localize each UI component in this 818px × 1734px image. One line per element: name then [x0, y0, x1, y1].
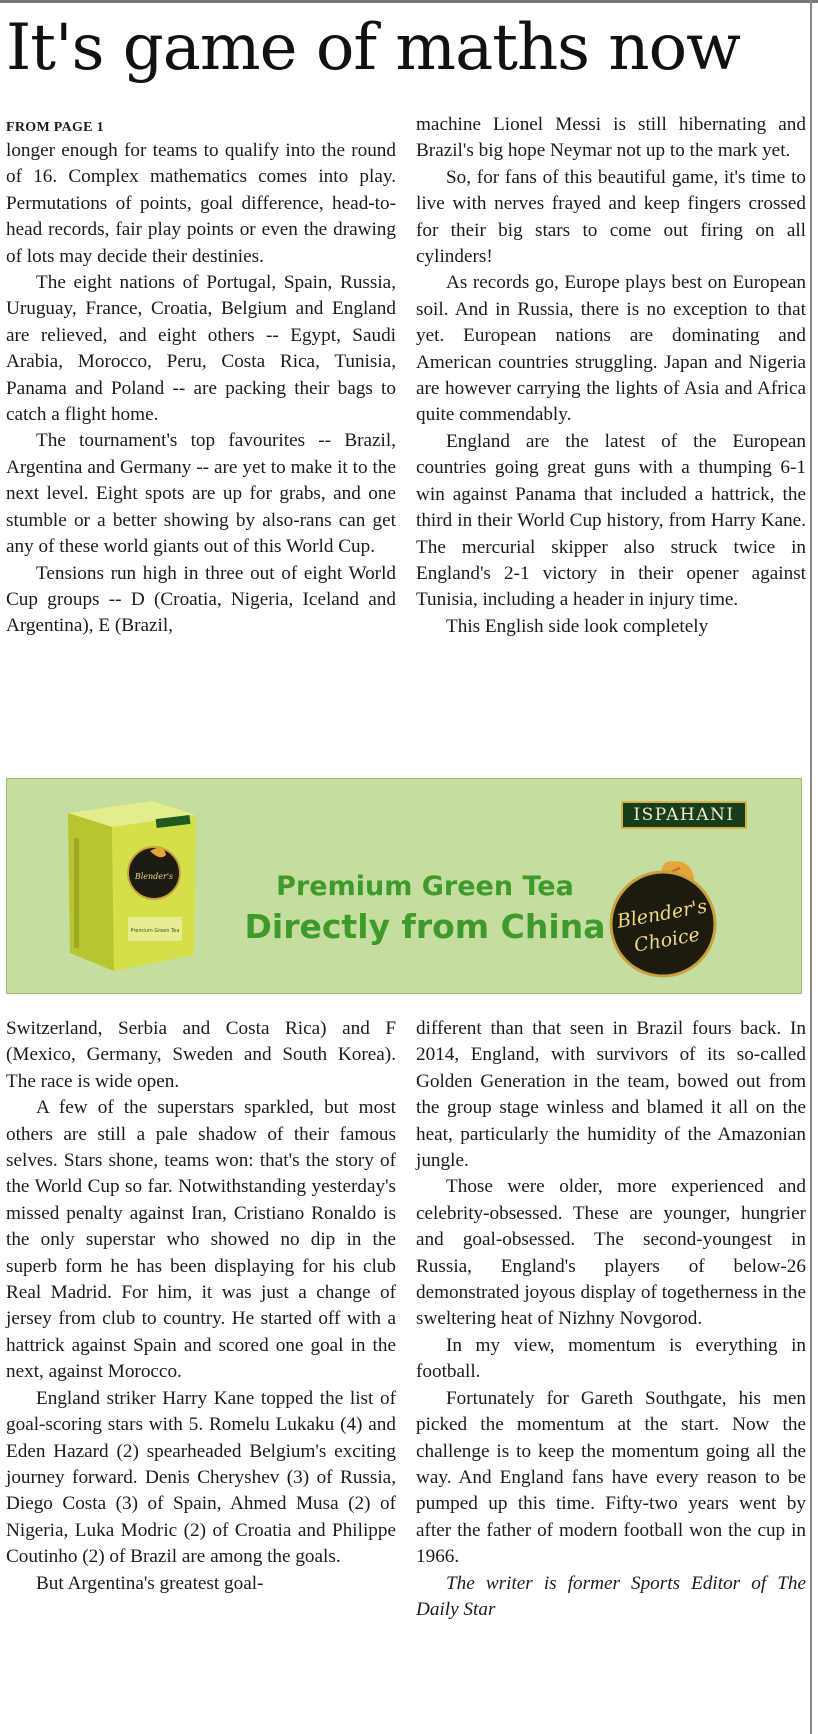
emblem-text-choice: Choice	[632, 923, 702, 957]
tea-box-image	[60, 795, 200, 973]
article-column-3	[6, 1016, 396, 1597]
paragraph: England are the latest of the European countries going great guns with a thumping 6-1 win against Panama that included a hattrick, the third in their World Cup history, from Harry Kane. The mercurial skipper also struck twice in England's 2-1 victory in their opener against Tunisia, including a header in injury time.	[416, 430, 806, 611]
tea-box-side-stripe	[74, 837, 79, 948]
blenders-choice-emblem	[608, 860, 718, 980]
author-byline: The writer is former Sports Editor of The Daily Star	[416, 1572, 806, 1620]
article-column-1	[6, 118, 396, 640]
ad-headline-line-2: Directly from China	[244, 907, 606, 946]
paragraph: longer enough for teams to qualify into the round of 16. Complex mathematics comes into play. Permutations of points, goal difference, head-to-head records, fair play points or even the drawing of lots may decide their destinies.	[6, 140, 396, 267]
paragraph: The tournament's top favourites -- Brazil, Argentina and Germany -- are yet to make it to the next level. Eight spots are up for grabs, and one stumble or a better showing by also-rans can get any of these world giants out of this World Cup.	[6, 430, 396, 558]
ispahani-brand-badge: ISPAHANI	[621, 801, 747, 829]
ad-headline-line-1: Premium Green Tea	[276, 871, 574, 902]
from-page-kicker: FROM PAGE 1	[6, 120, 104, 135]
paragraph: But Argentina's greatest goal-	[36, 1572, 264, 1594]
headline: It's game of maths now	[6, 11, 740, 85]
paragraph: Tensions run high in three out of eight World Cup groups -- D (Croatia, Nigeria, Iceland and Argentina), E (Brazil,	[6, 562, 396, 637]
paragraph: different than that seen in Brazil fours back. In 2014, England, with survivors of its so-called Golden Generation in the team, bowed out from the group stage winless and blamed it all on the heat, particularly the humidity of the Amazonian jungle.	[416, 1018, 806, 1172]
paragraph: As records go, Europe plays best on European soil. And in Russia, there is no exception to that yet. European nations are dominating and American countries struggling. Japan and Nigeria are however carrying the lights of Asia and Africa quite commendably.	[416, 272, 806, 426]
paragraph: machine Lionel Messi is still hibernating and Brazil's big hope Neymar not up to the mark yet.	[416, 114, 806, 162]
paragraph: So, for fans of this beautiful game, it's time to live with nerves frayed and keep fingers crossed for their big stars to come out firing on all cylinders!	[416, 166, 806, 268]
paragraph: Fortunately for Gareth Southgate, his men picked the momentum at the start. Now the challenge is to keep the momentum going all the way. And England fans have every reason to be pumped up this time. Fifty-two years went by after the father of modern football won the cup in 1966.	[416, 1387, 806, 1568]
article-column-4	[416, 1016, 806, 1623]
paragraph: In my view, momentum is everything in football.	[416, 1334, 806, 1383]
paragraph: England striker Harry Kane topped the list of goal-scoring stars with 5. Romelu Lukaku (4) and Eden Hazard (2) spearheaded Belgium's exciting journey forward. Denis Cheryshev (3) of Russia, Diego Costa (3) of Spain, Ahmed Musa (2) of Nigeria, Luka Modric (2) of Croatia and Philippe Coutinho (2) of Brazil are among the goals.	[6, 1387, 396, 1568]
tea-box-small-label: Premium Green Tea	[130, 928, 180, 934]
emblem-text-blenders: Blender's	[615, 895, 709, 933]
paragraph: Switzerland, Serbia and Costa Rica) and F (Mexico, Germany, Sweden and South Korea). The race is wide open.	[6, 1018, 396, 1092]
paragraph: A few of the superstars sparkled, but most others are still a pale shadow of their famous selves. Stars shone, teams won: that's the story of the World Cup so far. Notwithstanding yesterday's missed penalty against Iran, Cristiano Ronaldo is the only superstar who showed no dip in the superb form he has been displaying for his club Real Madrid. For him, it was just a change of jersey from club to country. He started off with a hattrick against Spain and scored one goal in the next, against Morocco.	[6, 1097, 396, 1383]
paragraph: Those were older, more experienced and celebrity-obsessed. These are younger, hungrier and goal-obsessed. The second-youngest in Russia, England's players of below-26 demonstrated joyous display of togetherness in the sweltering heat of Nizhny Novgorod.	[416, 1176, 806, 1330]
article-column-2	[416, 112, 806, 640]
tea-box-emblem-text: Blender's	[134, 872, 174, 881]
paragraph: This English side look completely	[446, 615, 709, 637]
top-rule	[0, 0, 818, 3]
paragraph: The eight nations of Portugal, Spain, Russia, Uruguay, France, Croatia, Belgium and England are relieved, and eight others -- Egypt, Saudi Arabia, Morocco, Peru, Costa Rica, Tunisia, Panama and Poland -- are packing their bags to catch a flight home.	[6, 272, 396, 426]
right-column-rule	[810, 0, 812, 1734]
